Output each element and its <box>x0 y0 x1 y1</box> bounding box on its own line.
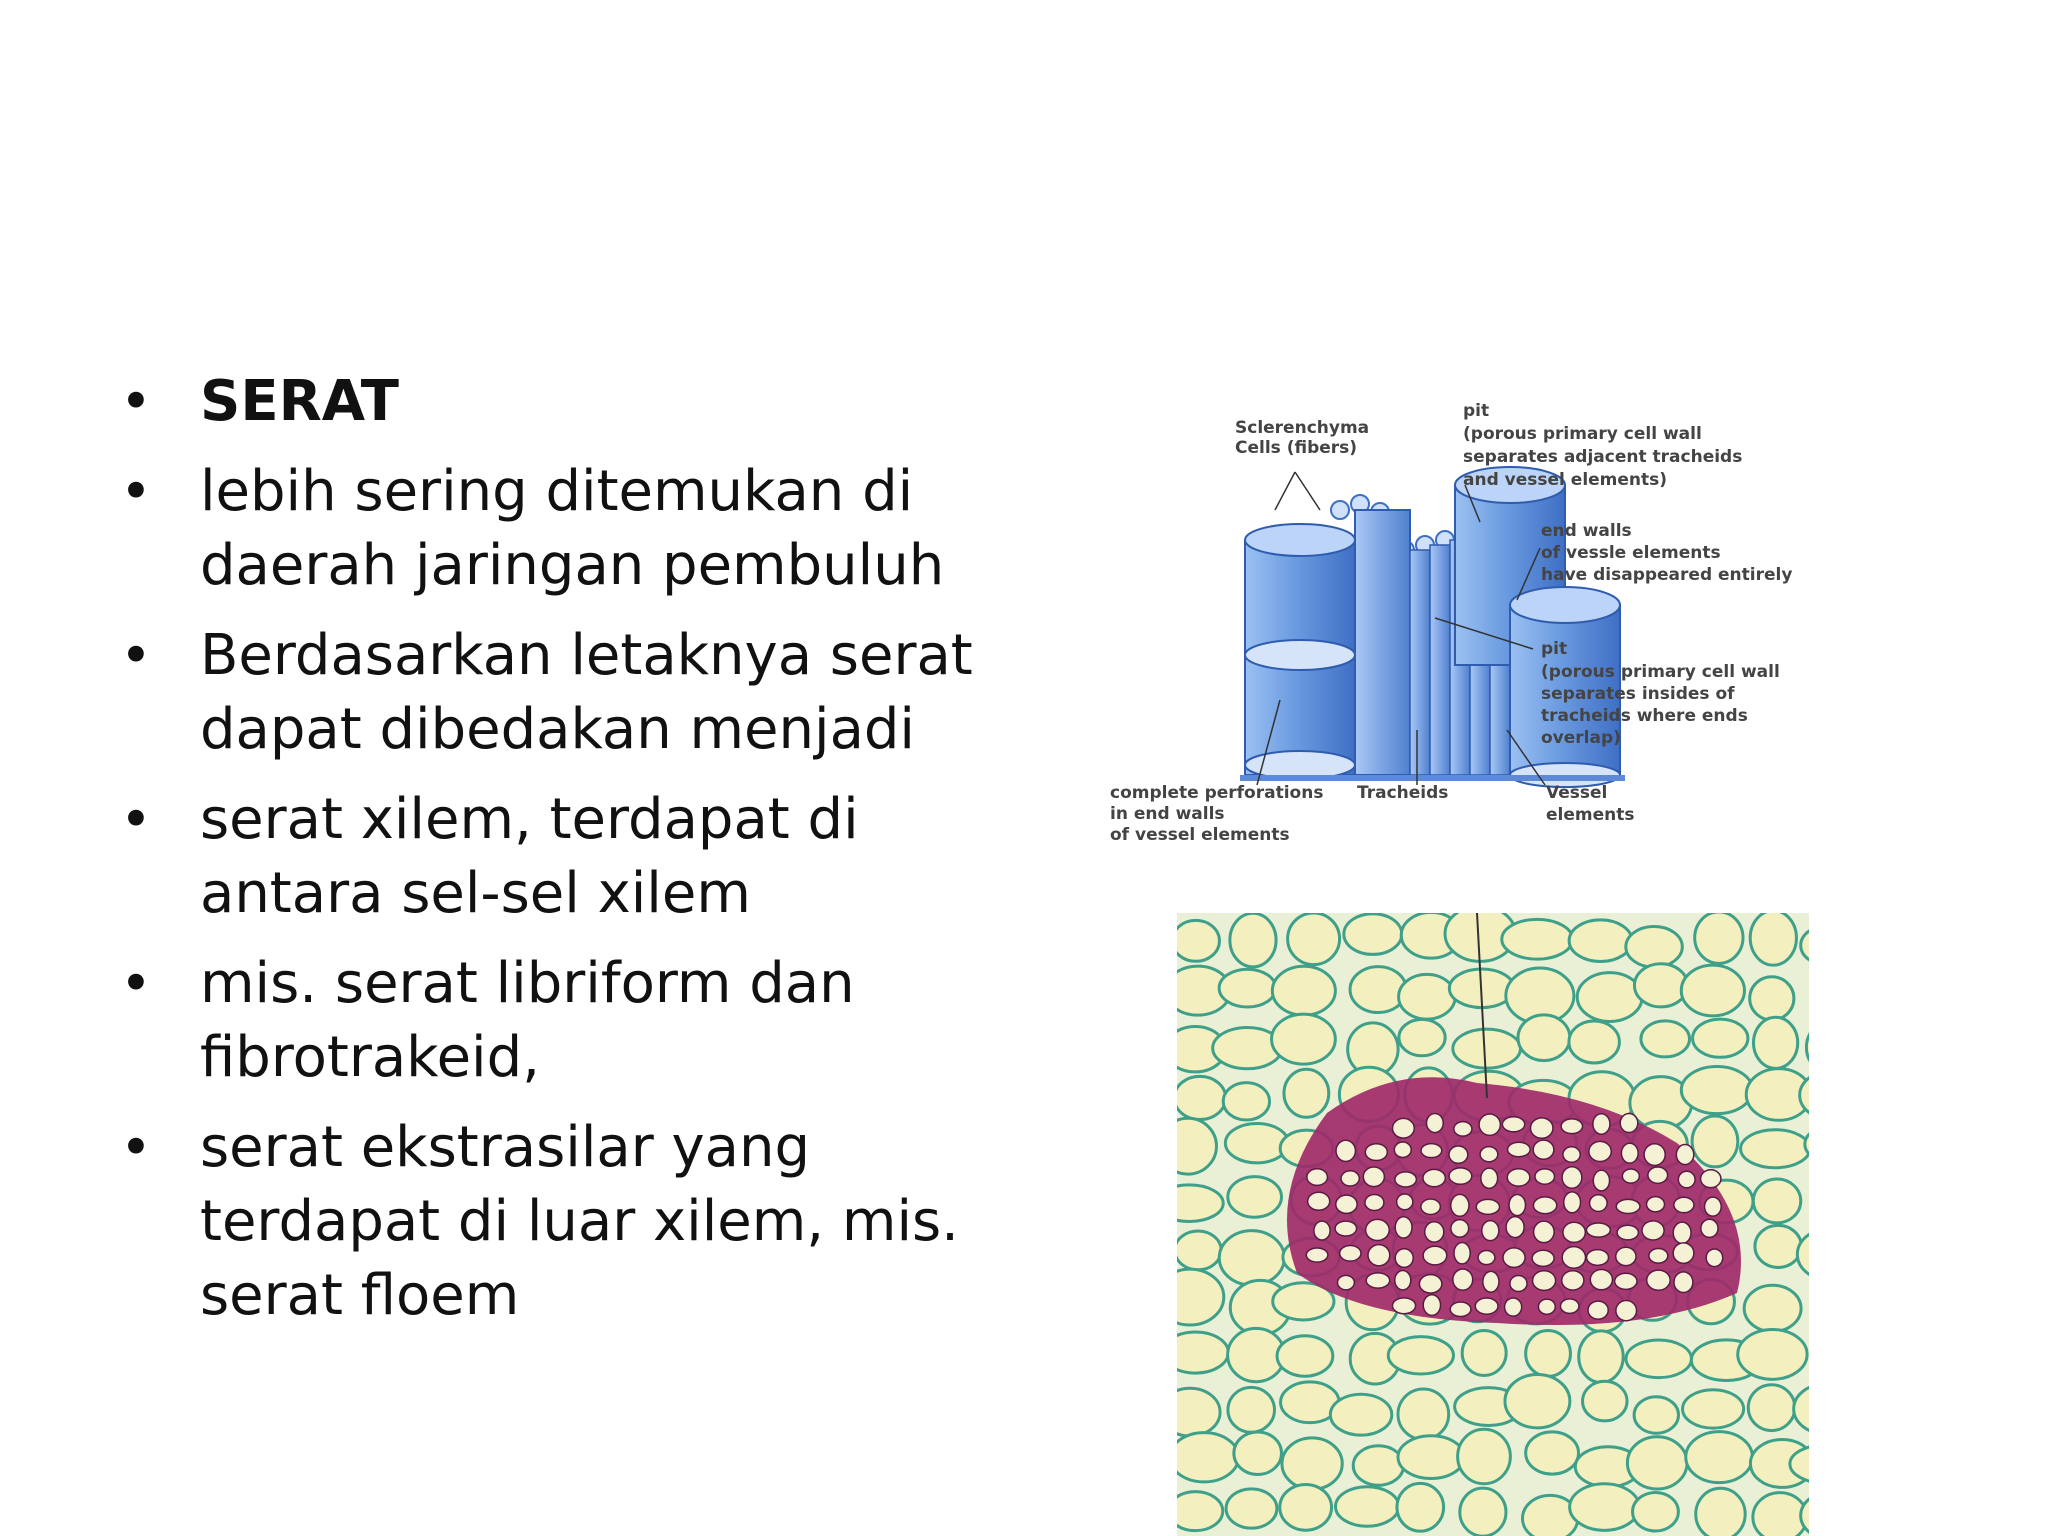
fiber-cell <box>1483 1271 1499 1292</box>
fiber-cell <box>1340 1245 1361 1261</box>
fiber-cell <box>1642 1221 1664 1240</box>
bullet-dot: • <box>120 1116 152 1179</box>
fiber-cell <box>1701 1170 1721 1188</box>
parenchyma-cell <box>1219 969 1276 1007</box>
parenchyma-cell <box>1177 1076 1226 1119</box>
parenchyma-cell <box>1288 913 1340 965</box>
micrograph-svg <box>1177 913 1809 1536</box>
fiber-cell <box>1508 1142 1531 1157</box>
parenchyma-cell <box>1692 1116 1738 1167</box>
fiber-cell <box>1426 1113 1443 1132</box>
parenchyma-cell <box>1177 1388 1220 1436</box>
fiber-cell <box>1647 1270 1670 1290</box>
parenchyma-cell <box>1583 1381 1628 1421</box>
fiber-cell <box>1622 1169 1639 1183</box>
label-tracheids: Tracheids <box>1357 783 1449 803</box>
fiber-cell <box>1482 1221 1499 1241</box>
parenchyma-cell <box>1230 913 1276 967</box>
fiber-cell <box>1617 1225 1638 1240</box>
bullet-text: mis. serat libriform dan fibrotrakeid, <box>200 951 855 1090</box>
fiber-cell <box>1314 1221 1330 1240</box>
fiber-cell <box>1593 1170 1609 1191</box>
fiber-cell <box>1589 1141 1611 1161</box>
parenchyma-cell <box>1753 1493 1807 1536</box>
parenchyma-cell <box>1579 1331 1623 1383</box>
fiber-cell <box>1532 1250 1554 1266</box>
fiber-cell <box>1510 1276 1527 1292</box>
fiber-cell <box>1562 1167 1582 1189</box>
fiber-cell <box>1366 1273 1390 1288</box>
parenchyma-cell <box>1223 1083 1269 1120</box>
parenchyma-cell <box>1177 920 1219 961</box>
fiber-cell <box>1478 1250 1495 1264</box>
fiber-cell <box>1674 1197 1694 1212</box>
parenchyma-cell <box>1330 1394 1391 1435</box>
fiber-cell <box>1509 1195 1525 1216</box>
fiber-cell <box>1481 1168 1498 1188</box>
fiber-cell <box>1564 1192 1581 1213</box>
parenchyma-cell <box>1228 1177 1282 1218</box>
fiber-cell <box>1338 1275 1355 1290</box>
fiber-cell <box>1621 1143 1638 1163</box>
fiber-cell <box>1587 1250 1609 1266</box>
bullet-item <box>120 365 1000 439</box>
fiber-cell <box>1705 1197 1722 1216</box>
fiber-cell <box>1395 1172 1417 1187</box>
fiber-cell <box>1453 1269 1473 1290</box>
fiber-cell <box>1395 1217 1412 1238</box>
fiber-cell <box>1505 1298 1522 1316</box>
fiber-cell <box>1533 1140 1554 1159</box>
parenchyma-cell <box>1399 1019 1445 1055</box>
parenchyma-cell <box>1284 1069 1329 1117</box>
bullet-list <box>120 365 1000 1349</box>
parenchyma-cell <box>1225 1123 1288 1162</box>
parenchyma-cell <box>1177 1185 1223 1222</box>
fiber-cell <box>1507 1169 1530 1186</box>
fiber-cell <box>1616 1301 1637 1321</box>
fiber-cell <box>1588 1301 1608 1319</box>
parenchyma-cell <box>1335 1487 1398 1527</box>
fiber-cell <box>1423 1169 1445 1186</box>
fiber-cell <box>1341 1171 1359 1186</box>
parenchyma-cell <box>1177 1332 1228 1373</box>
fiber-cell <box>1648 1167 1668 1183</box>
parenchyma-cell <box>1681 1067 1752 1114</box>
fiber-cell <box>1563 1147 1580 1162</box>
parenchyma-cell <box>1744 1285 1801 1331</box>
bullet-dot: • <box>120 370 152 433</box>
fiber-cell <box>1308 1192 1330 1210</box>
parenchyma-cell <box>1272 1014 1336 1064</box>
label-vessel-elements: Vessel elements <box>1546 783 1635 825</box>
parenchyma-cell <box>1526 1432 1579 1474</box>
fiber-cell <box>1397 1194 1413 1210</box>
fiber-cell <box>1586 1223 1610 1237</box>
label-end-walls: end walls of vessle elements have disappeared entirely <box>1541 521 1793 585</box>
fiber-cell <box>1392 1298 1415 1314</box>
xylem-vessel-svg <box>1105 400 1805 860</box>
fiber-cell <box>1616 1247 1636 1265</box>
parenchyma-cell <box>1693 1019 1748 1057</box>
parenchyma-cell <box>1750 977 1794 1020</box>
parenchyma-cell <box>1569 920 1632 962</box>
bullet-item <box>120 783 1000 931</box>
bullet-text: SERAT <box>200 369 399 434</box>
fiber-cell <box>1593 1114 1610 1135</box>
parenchyma-cell <box>1753 1017 1797 1068</box>
fiber-cell <box>1419 1275 1441 1293</box>
fiber-cell <box>1649 1248 1668 1263</box>
fiber-cell <box>1706 1249 1723 1267</box>
parenchyma-cell <box>1755 1225 1801 1267</box>
fiber-cell <box>1454 1122 1472 1136</box>
bullet-text: serat ekstrasilar yang terdapat di luar xilem, mis. serat floem <box>200 1115 959 1328</box>
parenchyma-cell <box>1177 1433 1238 1482</box>
bullet-item <box>120 455 1000 603</box>
fiber-cell <box>1615 1273 1637 1289</box>
fiber-cell <box>1450 1302 1471 1317</box>
fiber-cell <box>1673 1222 1691 1243</box>
parenchyma-cell <box>1633 1493 1679 1531</box>
fiber-cell <box>1676 1145 1693 1165</box>
fiber-cell <box>1423 1295 1440 1316</box>
parenchyma-cell <box>1272 966 1335 1015</box>
fiber-cell <box>1673 1243 1694 1264</box>
parenchyma-cell <box>1353 1446 1403 1486</box>
fiber-cell <box>1363 1167 1384 1187</box>
parenchyma-cell <box>1177 1231 1221 1270</box>
parenchyma-cell <box>1569 1021 1619 1063</box>
fiber-cell <box>1590 1270 1612 1290</box>
fiber-cell <box>1336 1195 1357 1213</box>
fiber-cell <box>1560 1299 1579 1313</box>
parenchyma-cell <box>1634 1397 1678 1433</box>
fiber-cell <box>1365 1194 1384 1210</box>
fiber-cell <box>1425 1222 1444 1242</box>
fiber-cell <box>1644 1144 1665 1166</box>
parenchyma-cell <box>1388 1337 1453 1374</box>
bullet-item <box>120 619 1000 767</box>
parenchyma-cell <box>1738 1329 1807 1379</box>
parenchyma-cell <box>1696 1488 1745 1536</box>
parenchyma-cell <box>1641 1021 1690 1057</box>
bullet-dot: • <box>120 788 152 851</box>
bullet-item <box>120 947 1000 1095</box>
parenchyma-cell <box>1344 914 1402 955</box>
bullet-dot: • <box>120 624 152 687</box>
parenchyma-cell <box>1518 1015 1570 1061</box>
parenchyma-cell <box>1686 1432 1753 1483</box>
fiber-cell <box>1534 1221 1555 1242</box>
parenchyma-cell <box>1577 973 1642 1022</box>
parenchyma-cell <box>1683 1390 1744 1428</box>
fiber-cell <box>1530 1118 1552 1138</box>
fiber-cell <box>1454 1242 1470 1263</box>
fiber-cell <box>1449 1146 1468 1163</box>
parenchyma-cell <box>1748 1385 1795 1431</box>
fiber-cell <box>1421 1144 1442 1158</box>
parenchyma-cell <box>1681 965 1744 1016</box>
fiber-cell <box>1395 1271 1411 1290</box>
fiber-cell <box>1590 1195 1608 1212</box>
fiber-cell <box>1538 1299 1555 1314</box>
fiber-cell <box>1365 1144 1387 1161</box>
fiber-cell <box>1366 1219 1390 1240</box>
fiber-cell <box>1533 1197 1556 1214</box>
parenchyma-cell <box>1234 1432 1282 1475</box>
parenchyma-cell <box>1570 1484 1639 1531</box>
fiber-cell <box>1535 1169 1555 1184</box>
parenchyma-cell <box>1502 919 1573 959</box>
parenchyma-cell <box>1177 1492 1223 1531</box>
parenchyma-cell <box>1453 1029 1521 1068</box>
fiber-cell <box>1392 1118 1414 1138</box>
parenchyma-cell <box>1526 1331 1571 1377</box>
bullet-text: serat xilem, terdapat di antara sel-sel xilem <box>200 787 859 926</box>
parenchyma-cell <box>1399 974 1456 1019</box>
fiber-cell <box>1480 1147 1498 1162</box>
parenchyma-cell <box>1695 913 1743 963</box>
parenchyma-cell <box>1753 1179 1800 1223</box>
parenchyma-cell <box>1741 1130 1809 1168</box>
bullet-item <box>120 1111 1000 1333</box>
parenchyma-cell <box>1458 1429 1511 1483</box>
fiber-cell <box>1449 1168 1472 1184</box>
parenchyma-cell <box>1398 1389 1449 1439</box>
fiber-cell <box>1561 1119 1582 1134</box>
parenchyma-cell <box>1634 964 1687 1007</box>
label-pit-top: pit (porous primary cell wall separates adjacent tracheids and vessel elements) <box>1463 401 1743 490</box>
fiber-cell <box>1678 1171 1695 1188</box>
bullet-dot: • <box>120 952 152 1015</box>
parenchyma-cell <box>1226 1489 1277 1528</box>
fiber-cell <box>1368 1245 1390 1266</box>
parenchyma-cell <box>1219 1231 1284 1285</box>
fiber-cell <box>1674 1272 1693 1293</box>
fiber-cell <box>1421 1199 1441 1214</box>
fiber-cell <box>1502 1117 1524 1132</box>
fiber-cell <box>1562 1247 1585 1269</box>
bullet-text: Berdasarkan letaknya serat dapat dibedakan menjadi <box>200 623 973 762</box>
parenchyma-cell <box>1626 926 1682 967</box>
parenchyma-cell <box>1280 1484 1332 1530</box>
fiber-cell <box>1307 1169 1328 1186</box>
parenchyma-cell <box>1228 1387 1275 1432</box>
fiber-cell <box>1503 1248 1525 1268</box>
parenchyma-cell <box>1627 1437 1687 1489</box>
parenchyma-cell <box>1397 1483 1444 1531</box>
parenchyma-cell <box>1398 1436 1464 1479</box>
label-pit-mid: pit (porous primary cell wall separates insides of tracheids where ends overlap) <box>1541 639 1780 748</box>
fiber-cell <box>1563 1222 1585 1242</box>
fiber-cell <box>1620 1114 1638 1133</box>
fiber-cell <box>1647 1197 1665 1212</box>
label-sclerenchyma: Sclerenchyma Cells (fibers) <box>1235 418 1370 458</box>
fiber-cell <box>1306 1248 1328 1262</box>
parenchyma-cell <box>1350 967 1406 1013</box>
fiber-cell <box>1451 1194 1469 1216</box>
fiber-cell <box>1335 1221 1357 1236</box>
parenchyma-cell <box>1505 1374 1570 1427</box>
fiber-cell <box>1395 1249 1413 1268</box>
fiber-cell <box>1616 1199 1640 1213</box>
fiber-cell <box>1423 1246 1447 1265</box>
parenchyma-cell <box>1282 1438 1342 1489</box>
fiber-cell <box>1562 1271 1584 1290</box>
micrograph-cross-section <box>1177 913 1809 1536</box>
xylem-vessel-diagram <box>1105 400 1805 860</box>
parenchyma-cell <box>1750 913 1796 965</box>
fiber-cell <box>1336 1140 1355 1161</box>
fiber-cell <box>1476 1199 1499 1214</box>
fiber-cell <box>1533 1271 1556 1291</box>
fiber-cell <box>1479 1114 1500 1135</box>
bullet-text: lebih sering ditemukan di daerah jaringan pembuluh <box>200 459 945 598</box>
label-perforations: complete perforations in end walls of vessel elements <box>1110 783 1324 845</box>
parenchyma-cell <box>1460 1488 1506 1536</box>
bullet-dot: • <box>120 460 152 523</box>
parenchyma-cell <box>1462 1330 1506 1375</box>
fiber-cell <box>1506 1217 1524 1238</box>
parenchyma-cell <box>1277 1336 1333 1376</box>
fiber-cell <box>1394 1142 1411 1157</box>
fiber-cell <box>1451 1220 1469 1237</box>
parenchyma-cell <box>1626 1340 1691 1378</box>
fiber-cell <box>1701 1219 1718 1237</box>
fiber-cell <box>1475 1298 1498 1314</box>
